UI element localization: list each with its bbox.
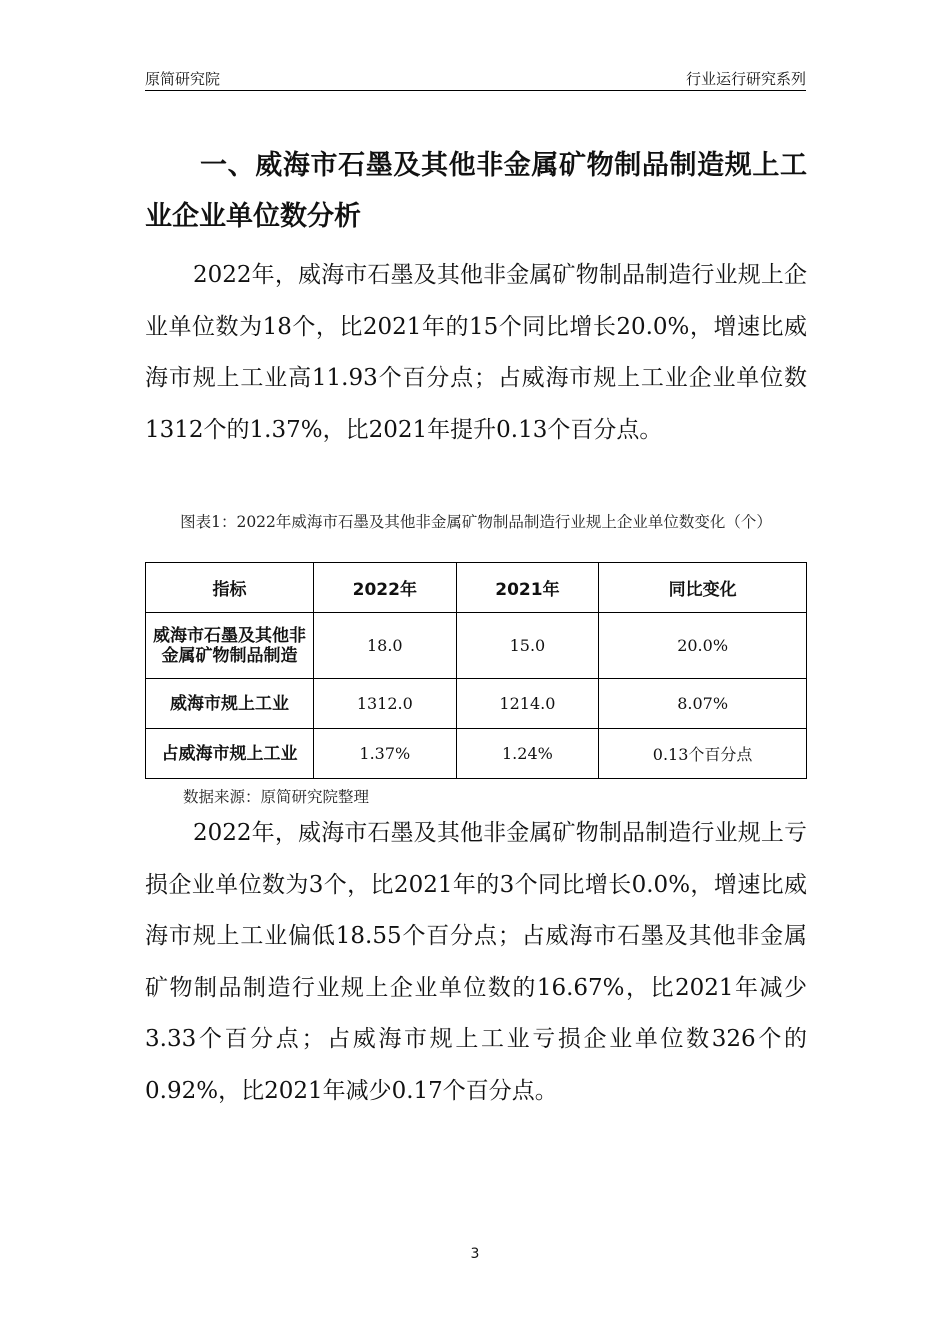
section-title: 一、威海市石墨及其他非金属矿物制品制造规上工业企业单位数分析 xyxy=(145,150,807,232)
cell: 1312.0 xyxy=(314,679,457,729)
header-cell: 同比变化 xyxy=(599,563,807,613)
header-right: 行业运行研究系列 xyxy=(685,70,806,88)
row-label: 威海市规上工业 xyxy=(146,679,314,729)
header-cell: 指标 xyxy=(146,563,314,613)
cell: 0.13个百分点 xyxy=(599,729,807,779)
table-row xyxy=(146,729,807,779)
table-row xyxy=(146,679,807,729)
row-label: 威海市石墨及其他非金属矿物制品制造 xyxy=(146,613,314,679)
page-header xyxy=(145,66,806,91)
page-number: 3 xyxy=(470,1246,480,1262)
cell: 15.0 xyxy=(456,613,599,679)
data-table xyxy=(145,562,807,779)
header-cell: 2022年 xyxy=(314,563,457,613)
cell: 18.0 xyxy=(314,613,457,679)
header-left: 原简研究院 xyxy=(145,70,221,88)
cell: 1.24% xyxy=(456,729,599,779)
cell: 8.07% xyxy=(599,679,807,729)
table-row xyxy=(146,613,807,679)
cell: 1.37% xyxy=(314,729,457,779)
data-source: 数据来源：原简研究院整理 xyxy=(183,788,370,806)
paragraph-1: 2022年，威海市石墨及其他非金属矿物制品制造行业规上企业单位数为18个，比2021年的15个同比增长20.0%，增速比威海市规上工业高11.93个百分点；占威海市规上工业企业单位数1312个的1.37%，比2021年提升0.13个百分点。 xyxy=(145,262,807,443)
cell: 20.0% xyxy=(599,613,807,679)
cell: 1214.0 xyxy=(456,679,599,729)
table-header-row xyxy=(146,563,807,613)
row-label: 占威海市规上工业 xyxy=(146,729,314,779)
header-cell: 2021年 xyxy=(456,563,599,613)
paragraph-2: 2022年，威海市石墨及其他非金属矿物制品制造行业规上亏损企业单位数为3个，比2021年的3个同比增长0.0%，增速比威海市规上工业偏低18.55个百分点；占威海市石墨及其他非金属矿物制品制造行业规上企业单位数的16.67%，比2021年减少3.33个百分点；占威海市规上工业亏损企业单位数326个的0.92%，比2021年减少0.17个百分点。 xyxy=(145,820,807,1104)
table-caption: 图表1：2022年威海市石墨及其他非金属矿物制品制造行业规上企业单位数变化（个） xyxy=(180,513,772,531)
